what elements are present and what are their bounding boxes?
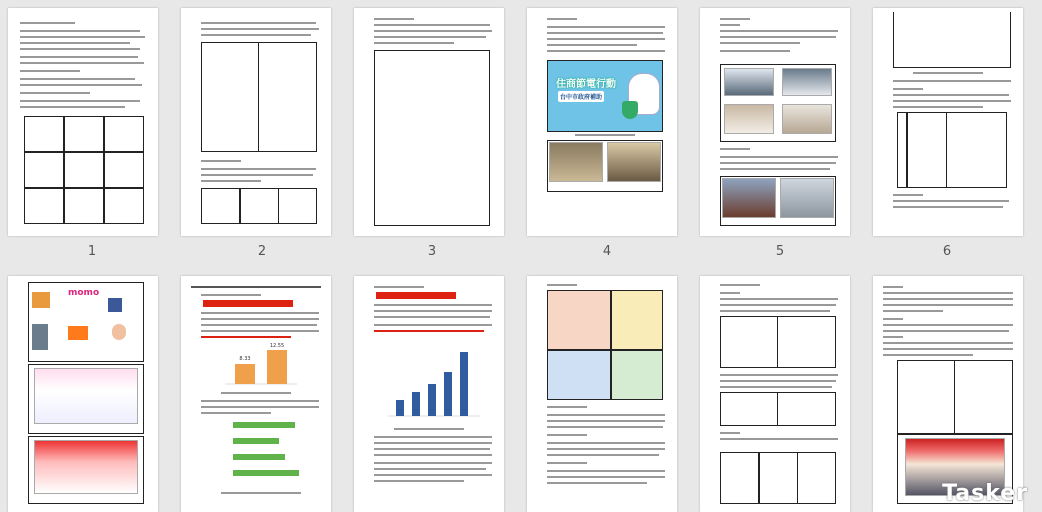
text-line — [201, 28, 319, 30]
text-line — [883, 310, 943, 312]
page-thumbnail-7[interactable] — [8, 276, 158, 512]
chart-value-label: 12.55 — [269, 343, 285, 349]
webpage-screenshot — [34, 440, 138, 494]
page-number-4: 4 — [602, 244, 612, 259]
banner-line2: 台中市政府補助 — [558, 91, 604, 102]
table-cell — [24, 152, 64, 188]
chart-bar — [233, 438, 279, 444]
text-line — [20, 48, 140, 50]
swot-threats — [611, 350, 663, 400]
text-line — [20, 22, 75, 24]
text-line — [201, 318, 319, 320]
text-line — [201, 330, 319, 332]
text-line — [547, 18, 577, 20]
text-line — [720, 148, 750, 150]
text-line — [20, 30, 140, 32]
heading-red — [203, 300, 293, 307]
text-line — [20, 70, 80, 72]
text-line — [547, 462, 587, 464]
text-line — [374, 316, 490, 318]
swot-opportunities — [547, 350, 611, 400]
chart-value-label: 8.33 — [239, 356, 251, 362]
text-line — [374, 18, 414, 20]
text-line — [374, 330, 484, 332]
text-line — [883, 330, 1009, 332]
page-thumbnail-1[interactable] — [8, 8, 158, 236]
text-line — [201, 406, 319, 408]
table-column — [897, 112, 907, 188]
text-line — [547, 442, 665, 444]
orange-bar-chart — [221, 340, 301, 388]
text-line — [20, 36, 145, 38]
page-number-6: 6 — [942, 244, 952, 259]
text-line — [547, 284, 577, 286]
swot-strengths — [547, 290, 611, 350]
text-line — [720, 432, 740, 434]
text-line — [374, 480, 464, 482]
text-line — [20, 106, 125, 108]
text-line — [374, 442, 492, 444]
text-line — [394, 428, 464, 430]
table-cell — [24, 116, 64, 152]
photo-storefront — [722, 178, 776, 218]
table-cell — [104, 116, 144, 152]
text-line — [374, 324, 492, 326]
text-line — [201, 324, 317, 326]
text-line — [547, 434, 587, 436]
watermark-logo: Tasker — [942, 481, 1028, 506]
text-line — [893, 206, 1003, 208]
table-cell — [64, 152, 104, 188]
page-number-2: 2 — [257, 244, 267, 259]
blue-bar-chart — [384, 342, 484, 422]
text-line — [374, 474, 492, 476]
table-cell — [201, 42, 259, 152]
text-line — [720, 386, 832, 388]
text-line — [374, 304, 492, 306]
table-cell — [24, 188, 64, 224]
text-line — [547, 38, 665, 40]
text-line — [575, 134, 635, 136]
swot-weaknesses — [611, 290, 663, 350]
text-line — [720, 24, 740, 26]
table-cell — [64, 116, 104, 152]
text-line — [547, 26, 665, 28]
photo-room — [782, 104, 832, 134]
text-line — [374, 462, 492, 464]
text-line — [883, 336, 903, 338]
text-line — [20, 56, 138, 58]
text-line — [201, 168, 316, 170]
text-line — [20, 92, 90, 94]
text-line — [893, 94, 1009, 96]
text-line — [720, 438, 838, 440]
text-line — [883, 342, 1013, 344]
chart-bar — [412, 392, 420, 416]
text-line — [720, 374, 838, 376]
photo-room — [724, 68, 774, 96]
text-line — [374, 448, 490, 450]
text-line — [720, 36, 836, 38]
table-cell — [201, 188, 240, 224]
text-line — [20, 84, 142, 86]
text-line — [547, 44, 637, 46]
photo-frame — [893, 12, 1011, 68]
text-line — [547, 454, 659, 456]
text-line — [883, 292, 1013, 294]
text-line — [720, 30, 838, 32]
text-line — [883, 354, 973, 356]
photo-store-interior — [549, 142, 603, 182]
text-line — [720, 284, 760, 286]
text-line — [374, 42, 454, 44]
page-number-5: 5 — [775, 244, 785, 259]
text-line — [720, 18, 750, 20]
chart-bar — [233, 454, 285, 460]
text-line — [221, 492, 301, 494]
text-line — [883, 318, 903, 320]
chart-bar — [235, 364, 255, 384]
text-line — [893, 200, 1009, 202]
banner-line1: 住商節電行動 — [556, 79, 616, 90]
text-line — [720, 298, 838, 300]
text-line — [201, 174, 313, 176]
text-line — [720, 162, 836, 164]
chart-bar — [444, 372, 452, 416]
page-thumbnail-6[interactable] — [873, 8, 1023, 236]
chart-bar — [267, 350, 287, 384]
text-line — [374, 468, 486, 470]
page-thumbnail-3[interactable] — [354, 8, 504, 236]
text-line — [893, 106, 983, 108]
text-line — [221, 392, 291, 394]
text-line — [374, 310, 492, 312]
text-line — [720, 304, 836, 306]
heading-red — [376, 292, 456, 299]
text-line — [547, 406, 587, 408]
photo-building — [780, 178, 834, 218]
facebook-icon — [108, 298, 122, 312]
text-line — [201, 22, 316, 24]
chart-bar — [428, 384, 436, 416]
page-thumbnail-2[interactable] — [181, 8, 331, 236]
table-cell — [104, 152, 144, 188]
page-thumbnail-8[interactable] — [181, 276, 331, 512]
banner-frame — [547, 60, 663, 132]
page-number-1: 1 — [87, 244, 97, 259]
text-line — [720, 380, 836, 382]
text-line — [913, 72, 983, 74]
webpage-screenshot — [34, 368, 138, 424]
table-cell — [64, 188, 104, 224]
text-line — [201, 34, 311, 36]
table-cell — [720, 392, 778, 426]
text-line — [374, 24, 490, 26]
text-line — [201, 294, 261, 296]
table-column — [907, 112, 947, 188]
text-line — [720, 168, 830, 170]
text-line — [883, 298, 1013, 300]
text-line — [20, 42, 130, 44]
text-line — [547, 50, 665, 52]
text-line — [547, 420, 665, 422]
page-number-3: 3 — [427, 244, 437, 259]
text-line — [20, 62, 144, 64]
text-line — [893, 88, 923, 90]
shopping-logo-icon — [68, 326, 88, 340]
page-thumbnail-4[interactable] — [527, 8, 677, 236]
text-line — [547, 32, 663, 34]
text-line — [201, 336, 291, 338]
momo-logo: momo — [68, 288, 100, 298]
text-line — [201, 180, 261, 182]
text-line — [883, 324, 1013, 326]
text-line — [201, 412, 271, 414]
house-icon — [32, 292, 50, 308]
building-icon — [32, 324, 48, 350]
person-icon — [112, 324, 126, 340]
text-line — [547, 482, 647, 484]
photo-ceiling-lights — [607, 142, 661, 182]
table-cell — [720, 316, 778, 368]
text-line — [547, 470, 665, 472]
chart-bar — [233, 422, 295, 428]
table-cell — [104, 188, 144, 224]
text-line — [191, 286, 321, 288]
text-line — [547, 414, 665, 416]
text-line — [547, 448, 665, 450]
text-line — [720, 292, 740, 294]
text-line — [883, 304, 1013, 306]
table-cell — [759, 452, 798, 504]
mascot-shield-icon — [622, 101, 638, 119]
text-line — [893, 80, 1011, 82]
text-line — [893, 100, 1011, 102]
page-thumbnail-5[interactable] — [700, 8, 850, 236]
photo-room — [724, 104, 774, 134]
text-line — [720, 50, 790, 52]
text-line — [893, 194, 923, 196]
text-line — [720, 156, 838, 158]
photo-room — [782, 68, 832, 96]
text-line — [374, 454, 492, 456]
page-thumbnail-11[interactable] — [700, 276, 850, 512]
text-line — [201, 160, 241, 162]
text-line — [883, 286, 903, 288]
text-line — [547, 426, 663, 428]
chart-bar — [396, 400, 404, 416]
table-cell — [897, 360, 955, 434]
page-thumbnail-9[interactable] — [354, 276, 504, 512]
table-cell — [720, 452, 759, 504]
text-line — [374, 36, 486, 38]
chart-bar — [460, 352, 468, 416]
chart-bar — [233, 470, 299, 476]
text-line — [201, 400, 319, 402]
text-line — [201, 312, 319, 314]
text-line — [720, 42, 800, 44]
text-line — [20, 78, 135, 80]
text-line — [883, 348, 1013, 350]
green-bar-chart — [211, 418, 311, 488]
page-thumbnail-10[interactable] — [527, 276, 677, 512]
text-line — [20, 100, 140, 102]
text-line — [547, 476, 665, 478]
text-line — [374, 30, 492, 32]
photo-frame — [374, 50, 490, 226]
table-cell — [240, 188, 279, 224]
text-line — [374, 436, 492, 438]
text-line — [374, 286, 424, 288]
text-line — [720, 310, 830, 312]
page-thumbnail-12[interactable] — [873, 276, 1023, 512]
